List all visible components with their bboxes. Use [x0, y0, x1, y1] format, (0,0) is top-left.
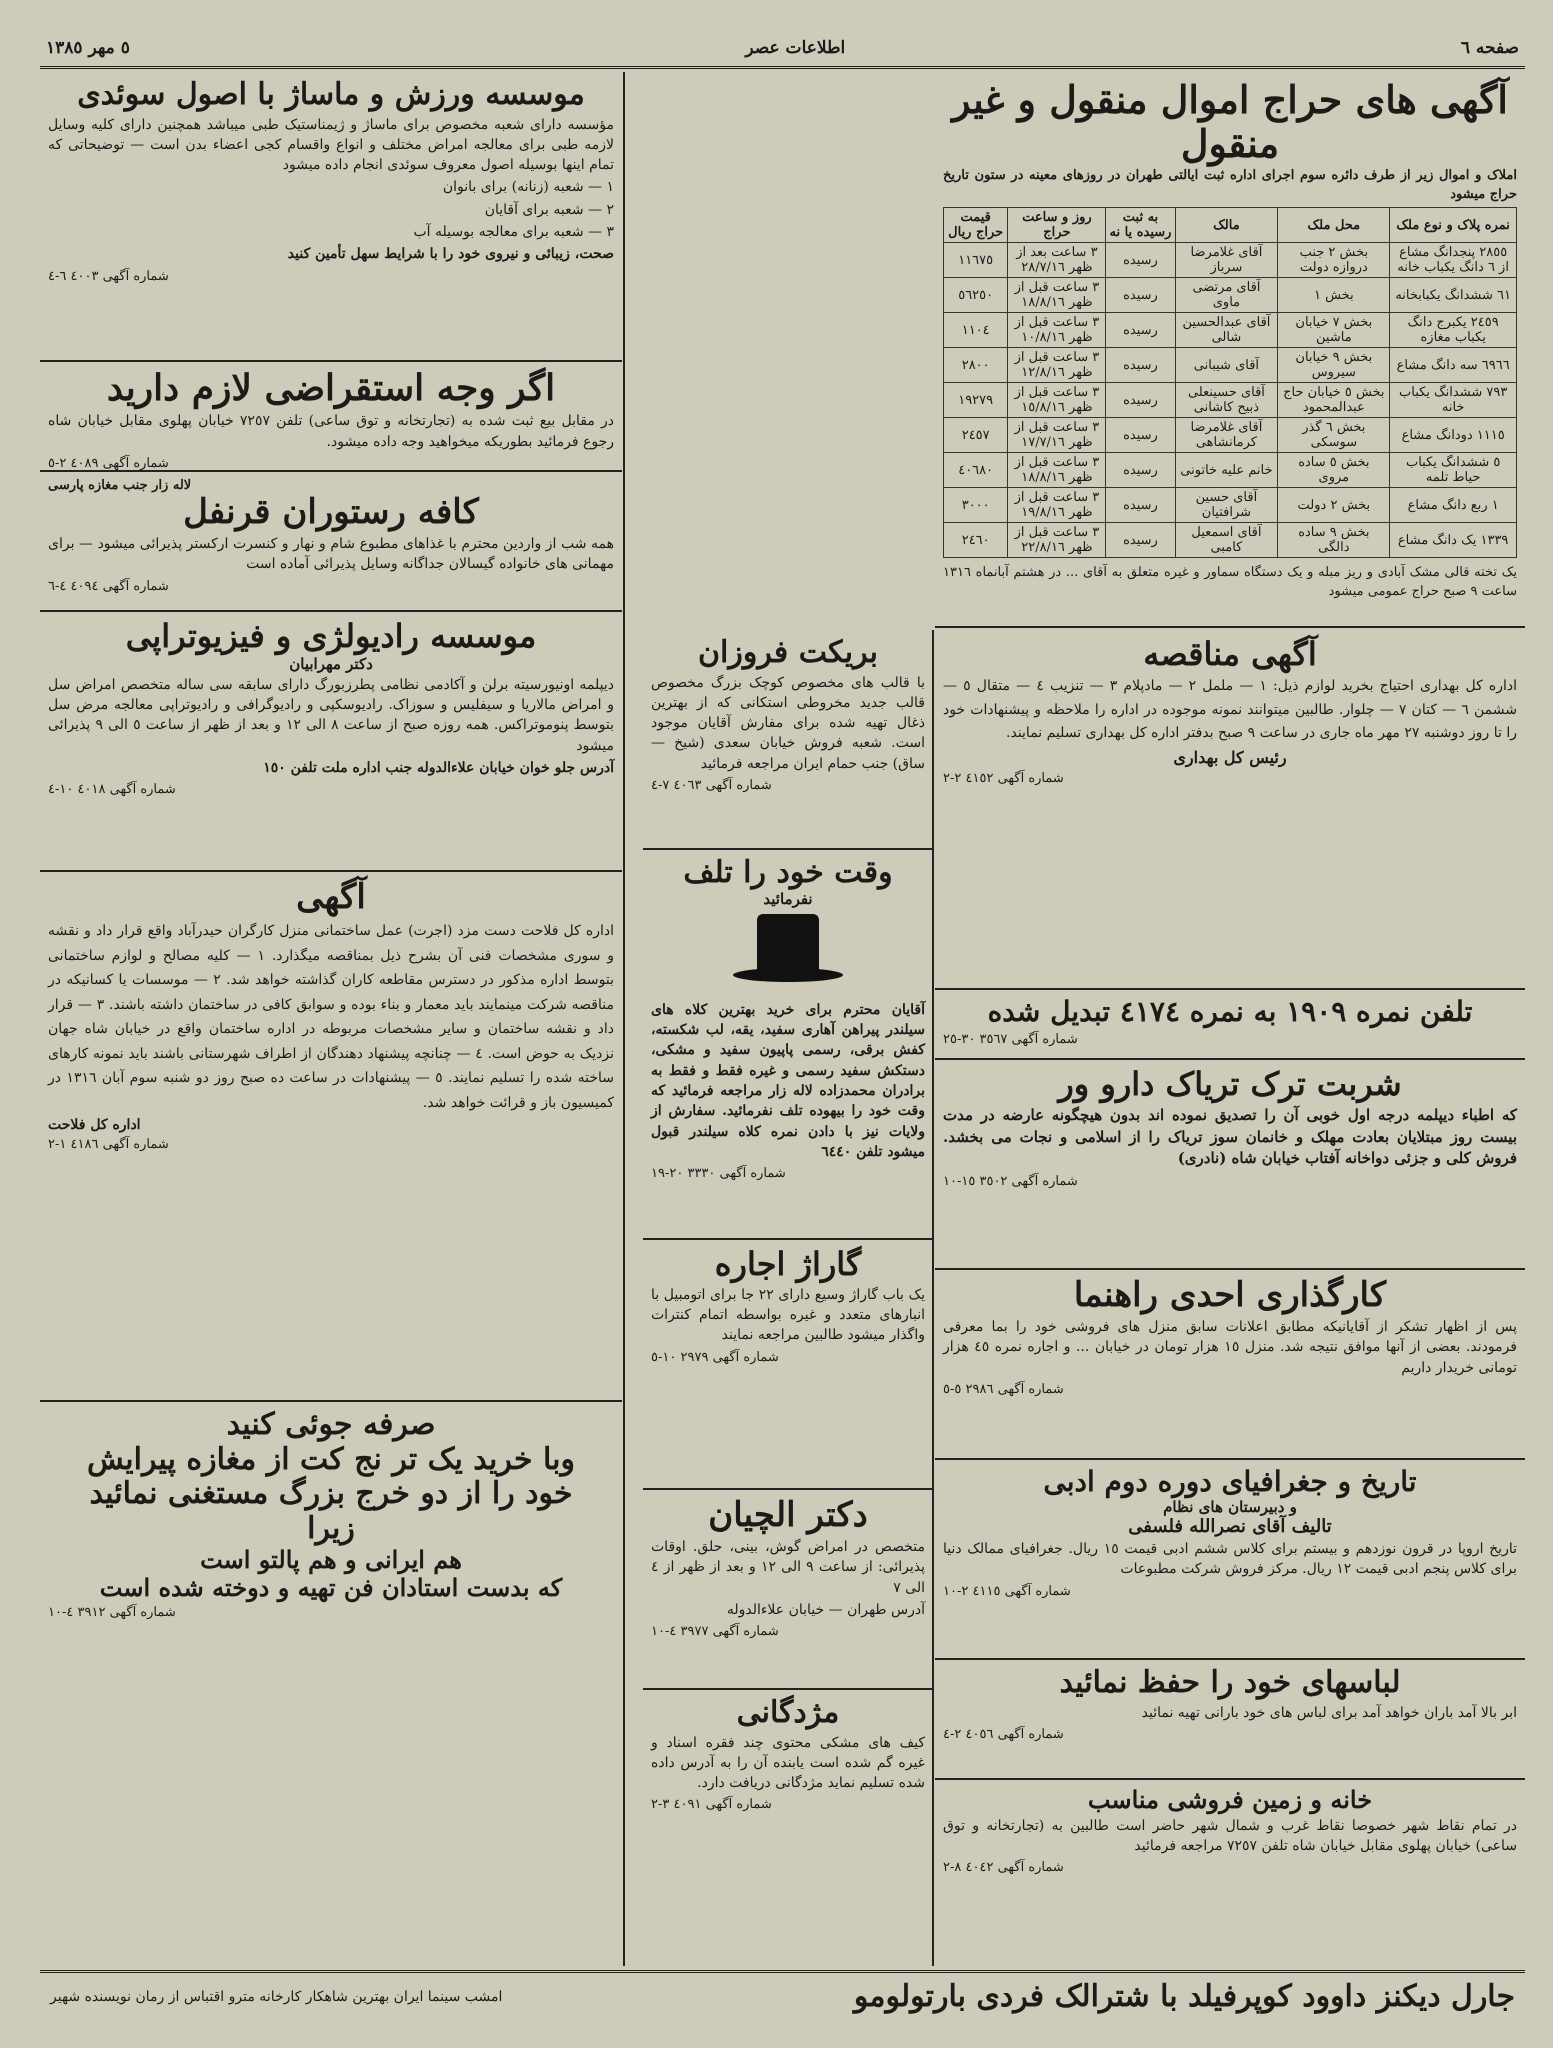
radiology-body: دیپلمه اونیورسیته برلن و آکادمی نظامی پطرزبورگ دارای سابقه سی ساله متخصص امراض سل و امراض مالاریا و سیفلیس و سوزاک. رادیوسکپی و رادیوگرافی و رادیوتراپی معالجه مرض سل بتوسط پنوموتراکس. همه روزه صبح از ساعت ٨ الی ١٢ و بعد از ظهر از ساعت ٥ الی ٩ پذیرائی میشود	[48, 676, 614, 754]
table-cell: ٤٠٦٨٠	[944, 453, 1008, 488]
briquette-body: با قالب های مخصوص کوچک بزرگ مخصوص قالب جدید مخروطی استکانی که از بهترین ذغال تهیه شده برای مفارش آقایان موجود است. شعبه فروش خیابان سعدی (شیخ — ساق) جنب حمام ایران مراجعه فرمائید	[651, 674, 925, 772]
book-ad	[935, 1460, 1525, 1660]
table-cell: رسیده	[1106, 383, 1175, 418]
col-header: به ثبت رسیده یا نه	[1106, 208, 1175, 243]
table-cell: ٥ ششدانگ یکباب حیاط تلمه	[1390, 453, 1517, 488]
agriculture-notice	[40, 872, 622, 1402]
table-row	[944, 523, 1517, 558]
newspaper-page	[40, 30, 1525, 2020]
table-cell: ١١٦٧٥	[944, 243, 1008, 278]
ad-number: شماره آگهی ٤٠٨٩ ٢-٥	[48, 455, 169, 471]
book-subtitle: و دبیرستان های نظام	[1163, 1498, 1297, 1517]
ad-number: شماره آگهی ٤٠٠٣ ٦-٤	[48, 268, 169, 284]
table-cell: ٢٤٥٧	[944, 418, 1008, 453]
ad-number: شماره آگهی ٤٠١٨ ١٠-٤	[48, 782, 176, 798]
house-title: خانه و زمین فروشی مناسب	[1087, 1785, 1373, 1814]
auction-notes: یک تخته قالی مشک آبادی و ریز مبله و یک دستگاه سماور و غیره متعلق به آقای ... در هشتم آبانماه ١٣١٦ ساعت ٩ صبح حراج عمومی میشود	[943, 565, 1517, 599]
table-row	[944, 348, 1517, 383]
cafe-ad	[40, 472, 622, 612]
notice-body: اداره کل فلاحت دست مزد (اجرت) عمل ساختمانی منزل کارگران حیدرآباد واقع قرار داد و نقشه و سوری مشخصات فنی آن بشرح ذیل بمناقصه میگذارد. ١ — کلیه مصالح و لوازم ساختمانی بتوسط اداره مذکور در دسترس مقاطعه کاران گذاشته خواهد شد. ٢ — موسسات یا کسانیکه در مناقصه شرکت مینمایند باید معمار و بناء بوده و سوابق کافی در ساختمان داشته باشند. ٣ — قرار داد و نقشه ساختمان و سایر مشخصات مربوطه در اداره ساختمان واقع در خیابان شاه جهان نزدیک به حوض است. ٤ — چنانچه پیشنهاد دهندگان از اطراف شهرستانی باشند باید نمونه کارهای ساخته شده را تسلیم نمایند. ٥ — پیشنهادات در ساعت ده صبح روز دو شنبه سوم آبان ١٣١٦ در کمیسیون باز و قرائت خواهد شد.	[48, 923, 614, 1111]
savings-line: هم ایرانی و هم پالتو است	[200, 1545, 462, 1574]
auction-section	[935, 72, 1525, 628]
house-body: در تمام نقاط شهر خصوصا نقاط غرب و شمال شهر حاضر است طالبین به (تجارتخانه و توق ساعی) خیابان پهلوی مقابل خیابان شاه تلفن ٧٢٥٧ مراجعه فرمائید	[943, 1817, 1517, 1854]
doctor-ad	[643, 1490, 933, 1690]
tender-body: اداره کل بهداری احتیاج بخرید لوازم ذیل: ١ — ململ ٢ — مادپلام ٣ — تنزیب ٤ — متقال ٥ — ششمن ٦ — کتان ٧ — چلوار. طالبین میتوانند نمونه موجوده در اداره را ملاحظه و پیشنهادات خود را تا روز دوشنبه ٢٧ مهر ماه جاری در ساعت ٩ صبح بدفتر اداره کل بهداری تسلیم نمایند.	[943, 677, 1517, 742]
col-header: روز و ساعت حراج	[1008, 208, 1106, 243]
table-cell: ٧٩٣ ششدانگ یکباب خانه	[1390, 383, 1517, 418]
column-rule	[932, 630, 934, 1966]
ad-number: شماره آگهی ٤٠٦٣ ٧-٤	[651, 777, 772, 793]
right-column	[935, 630, 1525, 1968]
auction-subtitle: املاک و اموال زیر از طرف دائره سوم اجرای اداره ثبت ایالتی طهران در روزهای معینه در ستون تاریخ حراج میشود	[943, 168, 1517, 203]
list-item: ٣ — شعبه برای معالجه بوسیله آب	[413, 223, 614, 240]
list-item: ١ — شعبه (زنانه) برای بانوان	[442, 179, 614, 196]
hat-title-2: نفرمائید	[763, 889, 813, 908]
auction-title: آگهی های حراج اموال منقول و غیر منقول	[952, 77, 1508, 166]
syrup-ad	[935, 1060, 1525, 1270]
table-row	[944, 383, 1517, 418]
column-rule	[623, 72, 625, 1966]
table-cell: رسیده	[1106, 313, 1175, 348]
table-cell: ٣ ساعت قبل از ظهر ١٨/٨/١٦	[1008, 453, 1106, 488]
table-cell: ٢٨٠٠	[944, 348, 1008, 383]
reward-ad	[643, 1690, 933, 1968]
table-cell: ٣ ساعت قبل از ظهر ٢٢/٨/١٦	[1008, 523, 1106, 558]
agency-ad	[935, 1270, 1525, 1460]
garage-title: گاراژ اجاره	[714, 1245, 862, 1283]
col-header: قیمت حراج ریال	[944, 208, 1008, 243]
radiology-address: آدرس جلو خوان خیابان علاءالدوله جنب اداره ملت تلفن ١٥٠	[263, 759, 614, 776]
ad-number: شماره آگهی ٣٩٧٧ ٤-١٠	[651, 1624, 779, 1640]
reward-body: کیف های مشکی محتوی چند فقره اسناد و غیره گم شده است یابنده آن را به آدرس داده شده تسلیم نماید مژدگانی دریافت دارد.	[651, 1734, 925, 1792]
table-cell: آقای اسمعیل کامبی	[1175, 523, 1278, 558]
ad-number: شماره آگهی ٣٣٣٠ ٢٠-١٩	[651, 1166, 786, 1182]
table-cell: ١٩٢٧٩	[944, 383, 1008, 418]
page-number: صفحه ٦	[1460, 38, 1519, 58]
table-cell: آقای مرتضی ماوی	[1175, 278, 1278, 313]
table-cell: ١١٠٤	[944, 313, 1008, 348]
house-ad	[935, 1780, 1525, 1968]
cafe-title: کافه رستوران قرنفل	[183, 492, 479, 532]
table-cell: بخش ٢ دولت	[1278, 488, 1390, 523]
savings-line: خود را از دو خرج بزرگ مستغنی نمائید	[89, 1476, 573, 1511]
table-row	[944, 278, 1517, 313]
table-cell: رسیده	[1106, 243, 1175, 278]
table-row	[944, 243, 1517, 278]
table-cell: آقای حسین شرافتیان	[1175, 488, 1278, 523]
briquette-ad	[643, 630, 933, 850]
garage-ad	[643, 1240, 933, 1490]
table-cell: بخش ٥ ساده مروی	[1278, 453, 1390, 488]
clothes-body: ابر بالا آمد باران خواهد آمد برای لباس های خود بارانی تهیه نمائید	[1141, 1704, 1517, 1721]
table-cell: ٦١ ششدانگ یکبابخانه	[1390, 278, 1517, 313]
footer-lead: امشب سینما ایران بهترین شاهکار کارخانه مترو اقتباس از رمان نویسنده شهیر	[50, 1988, 503, 2005]
table-cell: آقای غلامرضا کرمانشاهی	[1175, 418, 1278, 453]
table-row	[944, 313, 1517, 348]
table-cell: ٥٦٢٥٠	[944, 278, 1008, 313]
clothes-title: لباسهای خود را حفظ نمائید	[1059, 1665, 1401, 1700]
table-cell: بخش ١	[1278, 278, 1390, 313]
ad-number: شماره آگهی ٢٩٨٦ ٥-٥	[943, 1381, 1064, 1397]
table-cell: ١ ربع دانگ مشاع	[1390, 488, 1517, 523]
left-column	[40, 72, 622, 1968]
table-cell: بخش ٧ خیابان ماشین	[1278, 313, 1390, 348]
hat-body: آقایان محترم برای خرید بهترین کلاه های سیلندر پیراهن آهاری سفید، یقه، لب شکسته، کفش برقی، رسمی پاپیون سفید و مشکی، دستکش سفید رسمی و غیره فقط و فقط به برادران محمدزاده لاله زار مراجعه فرمائید که وقت خود را بیهوده تلف نفرمائید. سفارش از ولایات نیز با دادن نمره کلاه سیلندر قبول میشود تلفن ٦٤٤٠	[651, 1001, 925, 1160]
table-header	[944, 208, 1517, 243]
loan-body: در مقابل بیع ثبت شده به (تجارتخانه و توق ساعی) تلفن ٧٢٥٧ خیابان پهلوی مقابل خیابان شاه رجوع فرمائید بطوریکه میخواهید وجه داده میشود.	[48, 413, 615, 450]
ad-number: شماره آگهی ٤٠٩١ ٣-٢	[651, 1797, 772, 1813]
table-cell: ٣ ساعت قبل از ظهر ١٨/٨/١٦	[1008, 278, 1106, 313]
ad-number: شماره آگهی ٤١٨٦ ١-٢	[48, 1137, 169, 1153]
list-item: ٢ — شعبه برای آقایان	[484, 201, 614, 218]
loan-ad	[40, 362, 622, 472]
table-cell: ٣ ساعت قبل از ظهر ١٩/٨/١٦	[1008, 488, 1106, 523]
massage-body: مؤسسه دارای شعبه مخصوص برای ماساژ و ژیمناستیک طبی میباشد همچنین دارای کلیه وسایل لازمه طبی برای معالجه امراض مختلف و انواع واقسام کجی اعضاء بدن است — توضیحاتی که تمام اینها بوسیله اصول معروف سوئدی انجام داده میشود	[48, 116, 614, 174]
briquette-title: بریکت فروزان	[698, 635, 878, 670]
massage-slogan: صحت، زیبائی و نیروی خود را با شرایط سهل تأمین کنید	[287, 246, 614, 263]
ad-number: شماره آگهی ٣٩١٢ ٤-١٠	[48, 1605, 176, 1621]
col-header: محل ملک	[1278, 208, 1390, 243]
syrup-body: که اطباء دیپلمه درجه اول خوبی آن را تصدیق نموده اند بدون هیچگونه عارضه در مدت بیست روز مبتلایان بعادت مهلک و خانمان سوز تریاک را از اسلامی و نجات می بخشد. فروش کلی و جزئی دواخانه آفتاب خیابان شاه (نادری)	[943, 1105, 1517, 1168]
hat-title: وقت خود را تلف	[683, 855, 893, 890]
book-author: تالیف آقای نصرالله فلسفی	[1128, 1516, 1332, 1538]
doctor-address: آدرس طهران — خیابان علاءالدوله	[726, 1601, 925, 1618]
radiology-title: موسسه رادیولژی و فیزیوتراپی	[125, 617, 537, 655]
table-cell: بخش ٢ جنب دروازه دولت	[1278, 243, 1390, 278]
hat-ad	[643, 850, 933, 1240]
footer-headline: جارل دیکنز داوود کوپرفیلد با شترالک فردی بارتولومو	[853, 1979, 1515, 2014]
table-cell: ٢٤٦٠	[944, 523, 1008, 558]
book-body: تاریخ اروپا در قرون نوزدهم و بیستم برای کلاس ششم ادبی قیمت ١٥ ریال. جغرافیای ممالک دنیا برای کلاس پنجم ادبی قیمت ١٢ ریال. مرکز فروش شرکت مطبوعات	[943, 1541, 1517, 1578]
reward-title: مژدگانی	[736, 1695, 840, 1730]
col-header: مالک	[1175, 208, 1278, 243]
ad-number: شماره آگهی ٤٠٩٤ ٤-٦	[48, 578, 169, 594]
tender-ad	[935, 630, 1525, 990]
phone-title: تلفن نمره ١٩٠٩ به نمره ٤١٧٤ تبدیل شده	[987, 995, 1473, 1028]
syrup-title: شربت ترک تریاک دارو ور	[1058, 1065, 1402, 1103]
ad-number: شماره آگهی ٢٩٧٩ ١٠-٥	[651, 1349, 779, 1365]
table-cell: ٢٨٥٥ پنجدانگ مشاع از ٦ دانگ یکباب خانه	[1390, 243, 1517, 278]
table-cell: آقای غلامرضا سرباز	[1175, 243, 1278, 278]
phone-ad	[935, 990, 1525, 1060]
notice-title: آگهی	[296, 877, 366, 917]
table-cell: رسیده	[1106, 523, 1175, 558]
cafe-body: همه شب از واردین محترم با غذاهای مطبوع شام و نهار و کنسرت ارکستر پذیرائی میشود — برای مهمانی های خانواده گیسالان جداگانه وسایل پذیرائی آماده است	[48, 536, 614, 573]
table-row	[944, 488, 1517, 523]
table-cell: رسیده	[1106, 278, 1175, 313]
agency-body: پس از اظهار تشکر از آقایانیکه مطابق اعلانات سابق منزل های فروشی خود را بما معرفی فرمودند. بعضی از آنها موافق نتیجه شد. منزل ١٥ هزار تومان در خیابان ... و اجاره نمره ٤٥ هزار تومانی خریدار داریم	[943, 1319, 1517, 1376]
table-cell: بخش ٦ گذر سوسکی	[1278, 418, 1390, 453]
clothes-ad	[935, 1660, 1525, 1780]
ad-number: شماره آگهی ٣٥٦٧ ٣٠-٢٥	[943, 1032, 1078, 1048]
ad-number: شماره آگهی ٤٠٤٢ ٨-٢	[943, 1860, 1064, 1876]
savings-line: صرفه جوئی کنید	[226, 1407, 436, 1442]
notice-signature: اداره کل فلاحت	[48, 1117, 141, 1134]
massage-ad	[40, 72, 622, 362]
radiology-ad	[40, 612, 622, 872]
masthead	[40, 30, 1525, 69]
tender-title: آگهی مناقصه	[1143, 635, 1317, 673]
table-cell: بخش ٩ خیابان سیروس	[1278, 348, 1390, 383]
table-cell: آقای شیبانی	[1175, 348, 1278, 383]
table-cell: آقای عبدالحسین شالی	[1175, 313, 1278, 348]
garage-body: یک باب گاراژ وسیع دارای ٢٢ جا برای اتومبیل با انبارهای متعدد و غیره بواسطه اتمام کنترات واگذار میشود طالبین مراجعه نمایند	[651, 1286, 926, 1344]
ad-number: شماره آگهی ٤١١٥ ٢-١٠	[943, 1583, 1071, 1599]
middle-column	[643, 630, 933, 1968]
auction-table	[943, 207, 1517, 558]
table-cell: بخش ٩ ساده دالگی	[1278, 523, 1390, 558]
table-cell: بخش ٥ خیابان حاج عبدالمحمود	[1278, 383, 1390, 418]
table-cell: ٣ ساعت قبل از ظهر ١٧/٧/١٦	[1008, 418, 1106, 453]
cafe-tag: لاله زار جنب مغازه پارسی	[48, 478, 192, 493]
table-cell: رسیده	[1106, 418, 1175, 453]
loan-title: اگر وجه استقراضی لازم دارید	[106, 367, 556, 409]
agency-title: کارگذاری احدی راهنما	[1073, 1275, 1387, 1315]
savings-line: زیرا	[307, 1510, 355, 1546]
top-hat-icon	[733, 914, 843, 994]
table-row	[944, 418, 1517, 453]
ad-number: شماره آگهی ٤١٥٢ ٢-٢	[943, 771, 1064, 787]
table-cell: ١٣٣٩ یک دانگ مشاع	[1390, 523, 1517, 558]
table-cell: رسیده	[1106, 348, 1175, 383]
doctor-body: متخصص در امراض گوش، بینی، حلق. اوقات پذیرائی: از ساعت ٩ الی ١٢ و بعد از ظهر از ٤ الی ٧	[651, 1539, 925, 1596]
ad-number: شماره آگهی ٤٠٥٦ ٢-٤	[943, 1726, 1064, 1742]
table-cell: ٢٤٥٩ یکبرج دانگ یکباب مغازه	[1390, 313, 1517, 348]
table-cell: آقای حسینعلی ذبیح کاشانی	[1175, 383, 1278, 418]
table-cell: ٣ ساعت بعد از ظهر ٢٨/٧/١٦	[1008, 243, 1106, 278]
table-cell: خانم علیه خاتونی	[1175, 453, 1278, 488]
ad-number: شماره آگهی ٣٥٠٢ ١٥-١٠	[943, 1174, 1078, 1190]
issue-date: ٥ مهر ١٣٨٥	[46, 38, 130, 58]
table-cell: ٣٠٠٠	[944, 488, 1008, 523]
table-row	[944, 453, 1517, 488]
table-cell: رسیده	[1106, 453, 1175, 488]
book-title: تاریخ و جغرافیای دوره دوم ادبی	[1043, 1465, 1417, 1498]
doctor-title: دکتر الچیان	[708, 1495, 868, 1535]
footer-banner	[40, 1970, 1525, 2020]
tender-signature: رئیس کل بهداری	[1173, 748, 1287, 768]
massage-title: موسسه ورزش و ماساژ با اصول سوئدی	[77, 77, 585, 112]
savings-ad	[40, 1402, 622, 1692]
table-cell: رسیده	[1106, 488, 1175, 523]
table-cell: ٣ ساعت قبل از ظهر ١٢/٨/١٦	[1008, 348, 1106, 383]
savings-line: وبا خرید یک تر نج کت از مغازه پیرایش	[87, 1441, 575, 1477]
col-header: نمره پلاک و نوع ملک	[1390, 208, 1517, 243]
paper-name: اطلاعات عصر	[745, 38, 846, 58]
table-cell: ٦٩٦٦ سه دانگ مشاع	[1390, 348, 1517, 383]
savings-line: که بدست استادان فن تهیه و دوخته شده است	[99, 1572, 563, 1602]
doctor-name: دکتر مهرابیان	[289, 654, 373, 673]
table-cell: ٣ ساعت قبل از ظهر ١٥/٨/١٦	[1008, 383, 1106, 418]
table-cell: ١١١٥ دودانگ مشاع	[1390, 418, 1517, 453]
table-cell: ٣ ساعت قبل از ظهر ١٠/٨/١٦	[1008, 313, 1106, 348]
